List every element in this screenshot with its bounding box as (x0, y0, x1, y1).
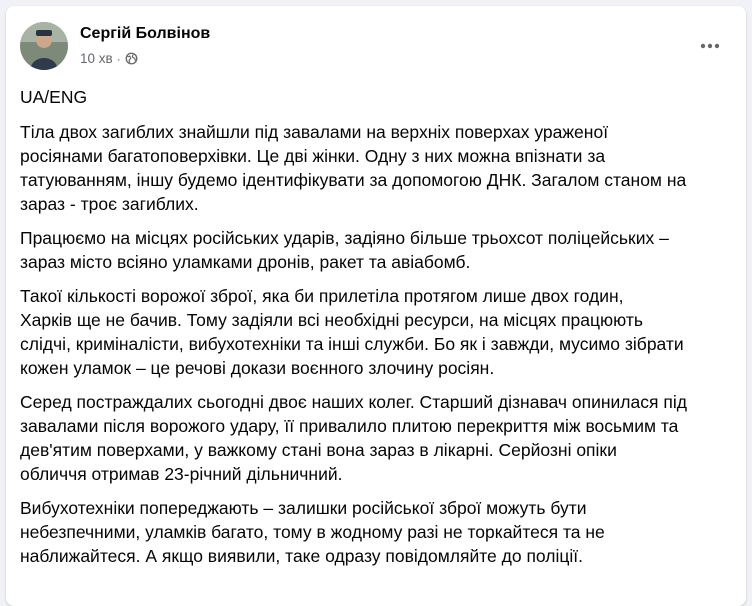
author-name[interactable]: Сергій Болвінов (80, 25, 211, 42)
post-paragraph: Такої кількості ворожої зброї, яка би прилетіла протягом лише двох годин, Харків ще не бачив. Тому задіяли всі необхідні ресурси, на місцях працюють слідчі, криміналісти, вибухотехніки та інші служби. Бо як і завжди, мусимо зібрати кожен уламок – це речові докази воєнного злочину росіян. (20, 286, 684, 378)
post-paragraph: Серед постраждалих сьогодні двоє наших колег. Старший дізнавач опинилася під завалами після ворожого удару, її привалило плитою перекриття між восьмим та дев'ятим поверхами, у важкому стані вона зараз в лікарні. Серйозні опіки обличчя отримав 23-річний дільничний. (20, 392, 687, 484)
avatar-photo-icon (20, 22, 68, 70)
post-paragraph: UA/ENG (20, 87, 88, 107)
post-body (20, 85, 742, 578)
globe-icon[interactable] (125, 52, 138, 65)
post-header (20, 20, 732, 72)
post-paragraph: Вибухотехніки попереджають – залишки російської зброї можуть бути небезпечними, уламків багато, тому в жодному разі не торкайтеся та не наближайтеся. А якщо виявили, таке одразу повідомляйте до поліції. (20, 498, 605, 566)
post-meta (80, 51, 138, 66)
post-card (6, 6, 746, 606)
post-paragraph: Тіла двох загиблих знайшли під завалами на верхніх поверхах ураженої росіянами багатоповерхівки. Це дві жінки. Одну з них можна впізнати за татуюванням, іншу будемо ідентифікувати за допомогою ДНК. Загалом станом на зараз - троє загиблих. (20, 122, 687, 214)
post-timestamp[interactable]: 10 хв (80, 51, 113, 66)
more-options-button[interactable] (694, 32, 726, 60)
post-paragraph: Працюємо на місцях російських ударів, задіяно більше трьохсот поліцейських – зараз місто всіяно уламками дронів, ракет та авіабомб. (20, 228, 669, 272)
meta-separator: · (116, 51, 121, 66)
author-avatar[interactable] (20, 22, 68, 70)
more-dots-icon (700, 43, 720, 49)
